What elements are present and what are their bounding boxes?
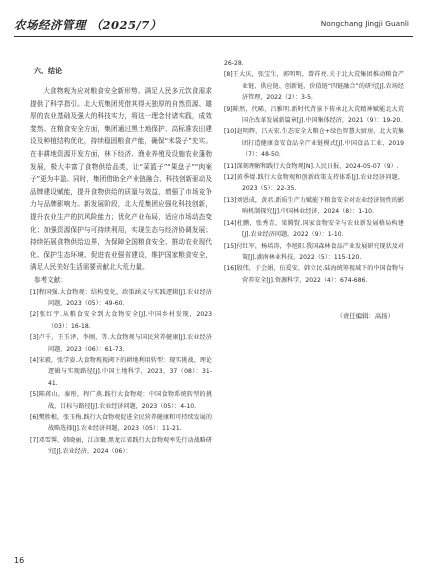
section-heading-conclusion: 六、结论 — [34, 67, 62, 75]
reference-item-1: [1]程国强.大食物观：结构变化、政策涵义与实践逻辑[J].农业经济问题，2023（05）：49-60. — [30, 288, 212, 307]
reference-item-16: [16]殷伟，于会娟，伍爱安，韩立民.陆海统筹视域下的中国食物与营养安全[J].资源科学，2022（4）：674-686. — [224, 265, 404, 284]
page-header — [0, 0, 427, 46]
references-heading: 参考文献： — [34, 275, 67, 284]
editor-note: （责任编辑：高扬） — [336, 312, 394, 321]
reference-item-7-continued: 26-28. — [224, 60, 244, 67]
reference-item-10: [10]赵明辉，吕天宏.生态安全大粮仓+绿色智慧大厨房，北大荒集团打造健康食安食品全产业链模式[J].中国食品工业，2019（7）：48-50. — [224, 128, 404, 159]
reference-item-3: [3]卢千，王玉泽，李刚，等.大食物观与国民营养健康[J].农业经济问题，2023（06）：61-73. — [30, 334, 212, 353]
header-divider — [14, 36, 413, 37]
right-column — [224, 58, 404, 323]
left-column — [30, 58, 212, 458]
conclusion-paragraph: 大食物观为应对粮食安全新形势、满足人民多元饮食需求提供了科学指引。北大荒集团凭借其得天独厚的自然资源、雄厚的农业基础及强大的科技实力，将这一理念付诸实践，成效斐然。在粮食安全方面，集团通过黑土地保护、高标准农田建设及种植结构优化，持续稳固粮食产能，确保“米袋子”充实。在非耕地资源开发方面，林下经济、渔业养殖及设施农业蓬勃发展，极大丰富了食物供给品类，让“菜篮子”“果盘子”“肉案子”更为丰盈。同时，集团借助全产业链融合、科技创新驱动及品牌建设赋能，提升食物供给的质量与效益，增强了市场竞争力与品牌影响力。新发展阶段，北大荒集团应强化科技创新，提升农业生产的抗风险能力；优化产业布局，适应市场动态变化；加强资源保护与可持续利用，实现生态与经济协调发展；持续拓展食物供给边界，为保障全国粮食安全、推动农业现代化、保护生态环境、促进农业强省建设，维护国家粮食安全，满足人民美好生活需要贡献北大荒力量。 — [30, 87, 212, 272]
page-number: 16 — [14, 556, 25, 565]
reference-item-11: [11]深刻理解和践行大食物观[N].人民日报，2024-05-07（9）. — [224, 162, 399, 170]
journal-title: 农场经济管理 （2025/7） — [14, 18, 162, 32]
reference-item-15: [15]付红军，杨培涛，李旭阳.我国森林食品产业发展研究现状及对策[J].湖南林业科技，2022（5）：115-120. — [224, 242, 404, 261]
reference-item-2: [2]张红宇.从粮食安全到大食物安全[J].中国乡村发现，2023（03）：16-18. — [30, 311, 212, 330]
reference-item-7: [7]邓雪霁，韩晓丽，江彦聚.黑龙江省践行大食物观率先行动战略研究[J].农业经济，2024（06）： — [30, 436, 212, 456]
reference-item-9: [9]陈然，代晞，吕雅明.新时代背景下传承北大荒精神赋能北大荒国企改革发展新篇章[J].中国集体经济，2021（9）：19-20. — [224, 105, 404, 125]
reference-item-6: [6]樊胜根，张玉梅.践行大食物观促进全民营养健康和可持续发展的战略选择[J].农业经济问题，2023（05）：11-21. — [30, 413, 212, 433]
reference-item-12: [12]黄季焜.践行大食物观和创新政策支持体系[J].农业经济问题，2023（5）：22-35. — [224, 174, 404, 193]
reference-item-14: [14]杜鹏，张秀青，梁腾賢.国家食物安全与农业新发展格局构建[J].农业经济问题，2022（9）：1-10. — [224, 219, 404, 239]
reference-item-5: [5]陈蒋山，秦彤，程广燕.践行大食物观：中国食物系统转型的挑战、目标与路径[J].农业经济问题，2023（05）：4-10. — [30, 391, 212, 410]
journal-english-title: Nongchang Jingji Guanli — [320, 19, 409, 28]
reference-item-13: [13]刘恩成，黄君.新质生产力赋能下粮食安全对农业经济韧性的影响机制探究[J].中国林业经济，2024（8）：1-10. — [224, 196, 404, 216]
reference-item-8: [8]王大庆，张宝生，郭明明，曾祥亮.关于北大荒集团推动粮食产业链、供应链、创新链、价值链“四链融合”的研究[J].农场经济管理，2022（2）：3-5. — [224, 71, 404, 102]
reference-item-4: [4]宋毅，张学姿.大食物观视阈下的耕地利用转型：现实挑战、理论逻辑与实现路径[J].中国土地科学，2023，37（08）：31-41. — [30, 356, 212, 387]
